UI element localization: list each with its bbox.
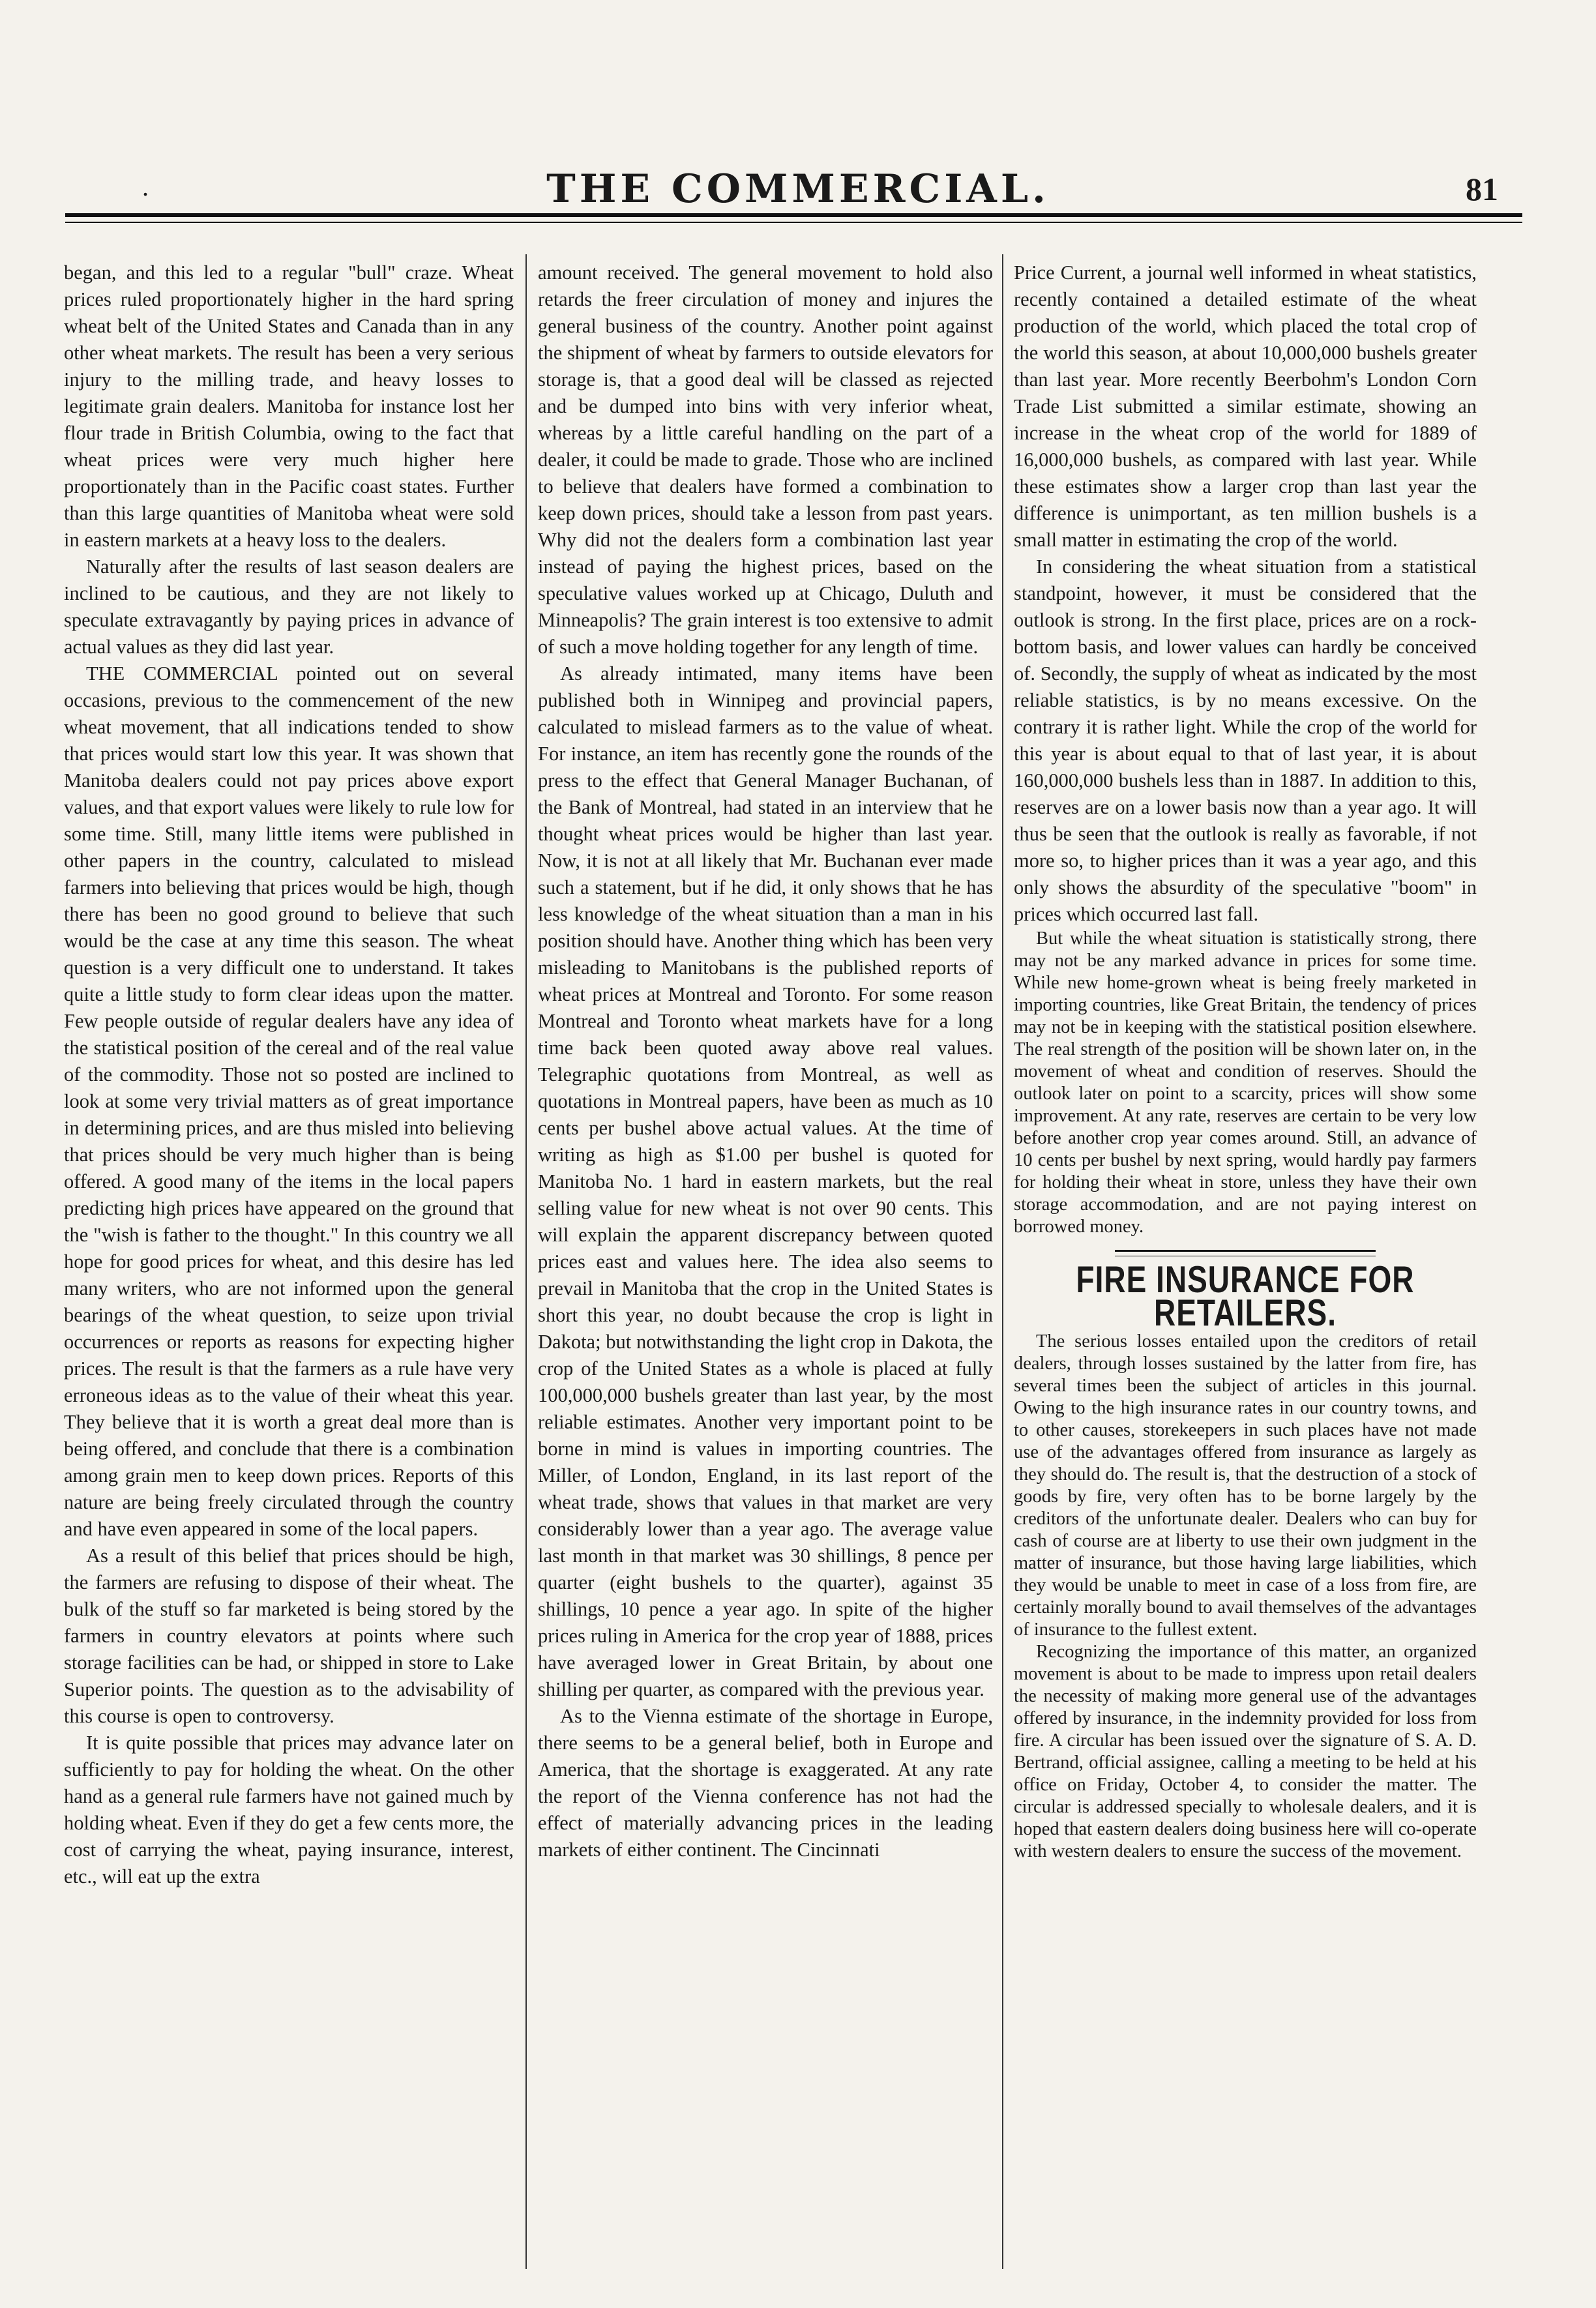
paragraph: It is quite possible that prices may advance later on sufficiently to pay for holding the wheat. On the other hand as a general rule farmers have not gained much by holding wheat. Even if they do get a few cents more, the cost of carrying the wheat, paying insurance, interest, etc., will eat up the extra [64,1732,514,1887]
paragraph: The serious losses entailed upon the creditors of retail dealers, through losses sustained by the latter from fire, has several times been the subject of articles in this journal. Owing to the high insurance rates in our country towns, and to other causes, storekeepers in such places have not made use of the advantages offered from insurance as largely as they should do. The result is, that the destruction of a stock of goods by fire, very often has to be borne largely by the creditors of the unfortunate dealer. Dealers who can buy for cash of course are at liberty to use their own judgment in the matter of insurance, but those having large liabilities, which they would be unable to meet in case of a loss from fire, are certainly morally bound to avail themselves of the advantages of insurance to the fullest extent. [1014,1331,1477,1640]
section-heading: FIRE INSURANCE FOR RETAILERS. [1076,1258,1415,1334]
section-rule [1115,1250,1376,1252]
page-number: 81 [1466,171,1498,207]
paragraph: But while the wheat situation is statistically strong, there may not be any marked advance in prices for some time. While new home-grown wheat is being freely marketed in importing countries, like Great Britain, the tendency of prices may not be in keeping with the statistical position elsewhere. The real strength of the position will be shown later on, in the movement of wheat and condition of reserves. Should the outlook later on point to a scarcity, prices will show some improvement. At any rate, reserves are certain to be very low before another crop year comes around. Still, an advance of 10 cents per bushel by next spring, would hardly pay farmers for holding their wheat in store, unless they have their own storage accommodation, and are not paying interest on borrowed money. [1014,928,1477,1237]
paragraph: Price Current, a journal well informed in wheat statistics, recently contained a detailed estimate of the wheat production of the world, which placed the total crop of the world this season, at about 10,000,000 bushels greater than last year. More recently Beerbohm's London Corn Trade List submitted a similar estimate, showing an increase in the wheat crop of the world for 1889 of 16,000,000 bushels, as compared with last year. While these estimates show a larger crop than last year the difference is unimportant, as ten million bushels is a small matter in estimating the crop of the world. [1014,261,1477,551]
paragraph: THE COMMERCIAL pointed out on several occasions, previous to the commencement of the new wheat movement, that all indications tended to show that prices would start low this year. It was shown that Manitoba dealers could not pay prices above export values, and that export values were likely to rule low for some time. Still, many little items were published in other papers in the country, calculated to mislead farmers into believing that prices would be high, though there has been no good ground to believe that such would be the case at any time this season. The wheat question is a very difficult one to understand. It takes quite a little study to form clear ideas upon the matter. Few people outside of regular dealers have any idea of the statistical position of the cereal and of the real value of the commodity. Those not so posted are inclined to look at some very trivial matters as of great importance in determining prices, and are thus misled into believing that prices should be very much higher than is being offered. A good many of the items in the local papers predicting high prices have appeared on the ground that the "wish is father to the thought." In this country we all hope for good prices for wheat, and this desire has led many writers, who are not informed upon the general bearings of the wheat question, to seize upon trivial occurrences or reports as reasons for expecting higher prices. The result is that the farmers as a rule have very erroneous ideas as to the value of their wheat this year. They believe that it is worth a great deal more than is being offered, and conclude that there is a combination among grain men to keep down prices. Reports of this nature are being freely circulated through the country and have even appeared in some of the local papers. [64,662,514,1540]
column-divider-2 [1002,254,1003,2269]
paragraph: In considering the wheat situation from a statistical standpoint, however, it must be considered that the outlook is strong. In the first place, prices are on a rock-bottom basis, and lower values can hardly be conceived of. Secondly, the supply of wheat as indicated by the most reliable statistics, is by no means excessive. On the contrary it is rather light. While the crop of the world for this year is about equal to that of last year, it is about 160,000,000 bushels less than in 1887. In addition to this, reserves are on a lower basis now than a year ago. It will thus be seen that the outlook is really as favorable, if not more so, to higher prices than it was a year ago, and this only shows the absurdity of the speculative "boom" in prices which occurred last fall. [1014,555,1477,925]
masthead [0,166,1596,218]
column-2 [538,259,993,2274]
paragraph: As to the Vienna estimate of the shortage in Europe, there seems to be a general belief, both in Europe and America, that the shortage is exaggerated. At any rate the report of the Vienna conference has not had the effect of materially advancing prices in the leading markets of either continent. The Cincinnati [538,1705,993,1861]
paragraph: As a result of this belief that prices should be high, the farmers are refusing to dispose of their wheat. The bulk of the stuff so far marketed is being stored by the farmers in country elevators at points where such storage facilities can be had, or shipped in store to Lake Superior points. The question as to the advisability of this course is open to controversy. [64,1545,514,1727]
masthead-rule-thick [65,213,1522,217]
column-divider-1 [525,254,527,2269]
paragraph: Recognizing the importance of this matter, an organized movement is about to be made to impress upon retail dealers the necessity of making more general use of the advantages offered by insurance, in the indemnity provided for loss from fire. A circular has been issued over the signature of S. A. D. Bertrand, official assignee, calling a meeting to be held at his office on Friday, October 4, to consider the matter. The circular is addressed specially to wholesale dealers, and it is hoped that eastern dealers doing business here will co-operate with western dealers to ensure the success of the movement. [1014,1642,1477,1861]
paragraph: As already intimated, many items have been published both in Winnipeg and provincial papers, calculated to mislead farmers as to the value of wheat. For instance, an item has recently gone the rounds of the press to the effect that General Manager Buchanan, of the Bank of Montreal, had stated in an interview that he thought wheat prices would be higher than last year. Now, it is not at all likely that Mr. Buchanan ever made such a statement, but if he did, it only shows that he has less knowledge of the wheat situation than a man in his position should have. Another thing which has been very misleading to Manitobans is the published reports of wheat prices at Montreal and Toronto. For some reason Montreal and Toronto wheat markets have for a long time back been quoted away above real values. Telegraphic quotations from Montreal, as well as quotations in Montreal papers, have been as much as 10 cents per bushel above actual values. At the time of writing as high as $1.00 per bushel is quoted for Manitoba No. 1 hard in eastern markets, but the real selling value for new wheat is not over 90 cents. This will explain the apparent discrepancy between quoted prices east and values here. The idea also seems to prevail in Manitoba that the crop in the United States is short this year, no doubt because the crop is light in Dakota; but notwithstanding the light crop in Dakota, the crop of the United States as a whole is placed at fully 100,000,000 bushels greater than last year, by the most reliable estimates. Another very important point to be borne in mind is values in importing countries. The Miller, of London, England, in its last report of the wheat trade, shows that values in that market are very considerably lower than a year ago. The average value last month in that market was 30 shillings, 8 pence per quarter (eight bushels to the quarter), against 35 shillings, 10 pence a year ago. In spite of the higher prices ruling in America for the crop year of 1888, prices have averaged lower in Great Britain, by about one shilling per quarter, as compared with the previous year. [538,662,993,1700]
column-1 [64,259,514,2274]
masthead-rule-thin [65,222,1522,223]
masthead-dot: . [142,172,149,201]
paragraph: began, and this led to a regular "bull" craze. Wheat prices ruled proportionately higher in the hard spring wheat belt of the United States and Canada than in any other wheat markets. The result has been a very serious injury to the milling trade, and heavy losses to legitimate grain dealers. Manitoba for instance lost her flour trade in British Columbia, owing to the fact that wheat prices were very much higher here proportionately than in the Pacific coast states. Further than this large quantities of Manitoba wheat were sold in eastern markets at a heavy loss to the dealers. [64,261,514,551]
paragraph: amount received. The general movement to hold also retards the freer circulation of money and injures the general business of the country. Another point against the shipment of wheat by farmers to outside elevators for storage is, that a good deal will be classed as rejected and be dumped into bins with very inferior wheat, whereas by a little careful handling on the part of a dealer, it could be made to grade. Those who are inclined to believe that dealers have formed a combination to keep down prices, should take a lesson from past years. Why did not the dealers form a combination last year instead of paying the highest prices, based on the speculative values worked up at Chicago, Duluth and Minneapolis? The grain interest is too extensive to admit of such a move holding together for any length of time. [538,261,993,658]
newspaper-title: THE COMMERCIAL. [546,166,1050,212]
column-3 [1014,259,1477,2274]
paragraph: Naturally after the results of last season dealers are inclined to be cautious, and they are not likely to speculate extravagantly by paying prices in advance of actual values as they did last year. [64,555,514,658]
